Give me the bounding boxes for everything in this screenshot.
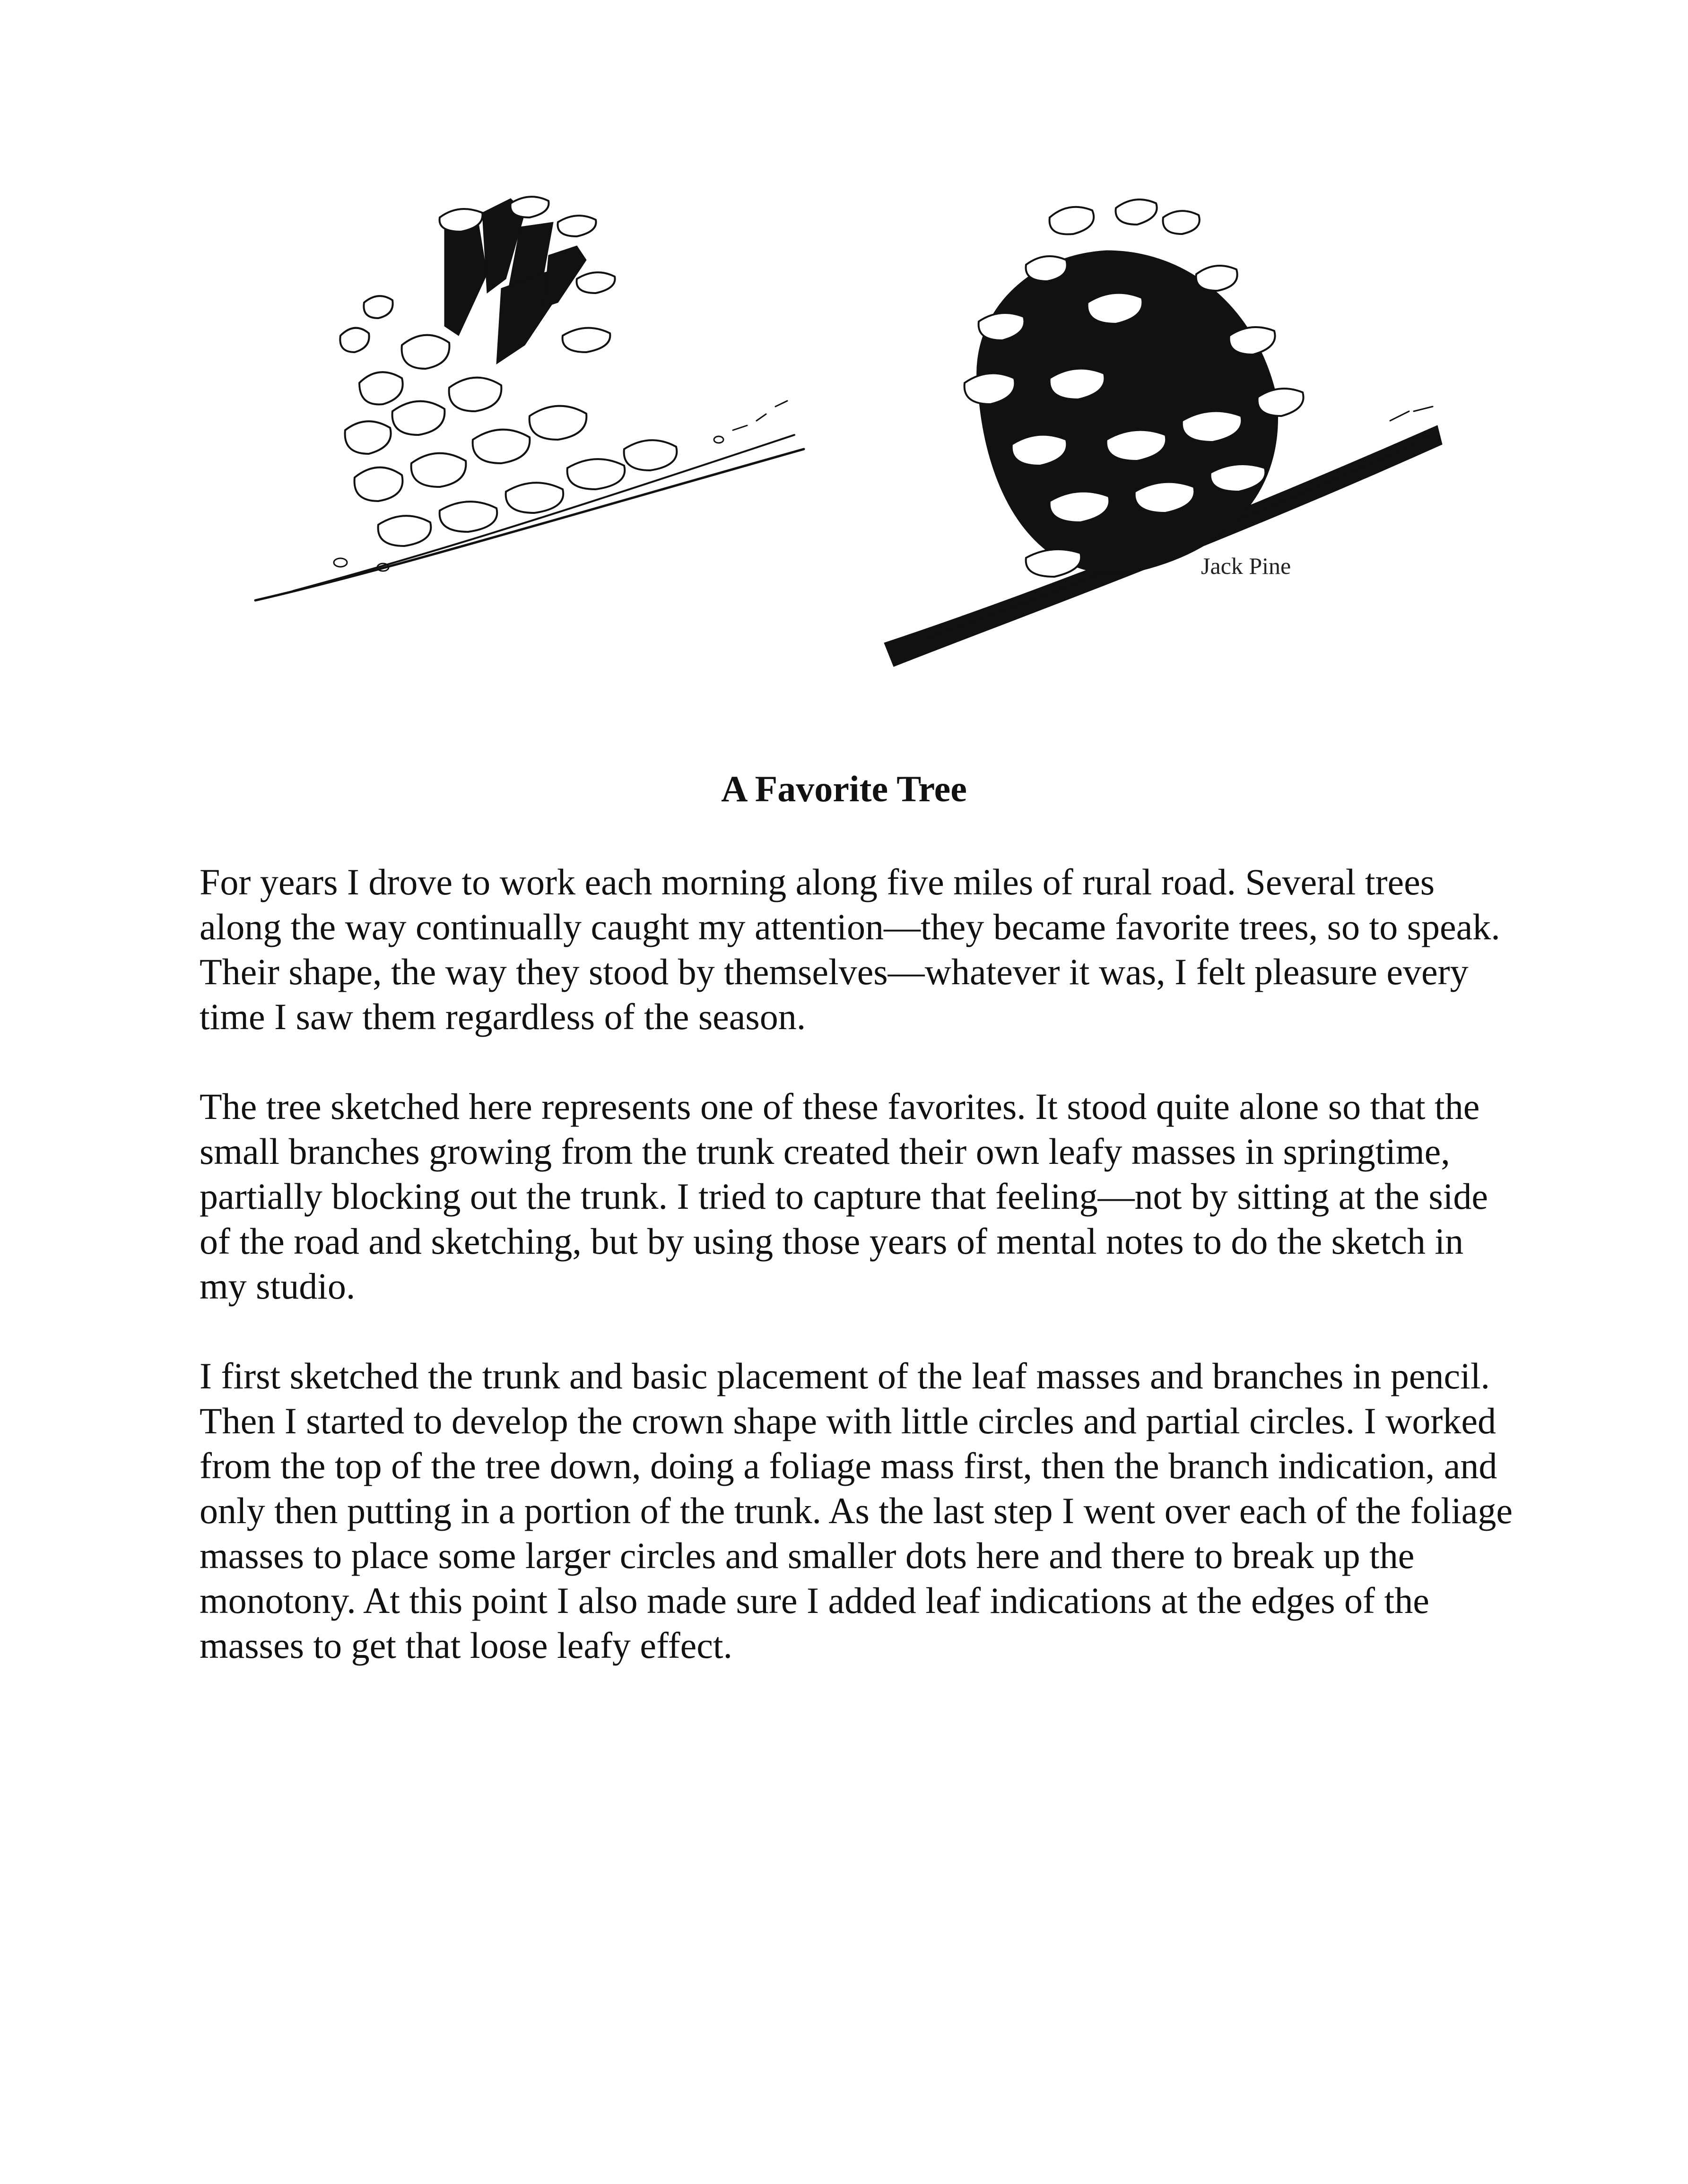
pine-cone-outline-illustration [236,184,832,633]
illustration-caption: Jack Pine [1201,553,1291,579]
article-body [200,859,1514,1668]
jack-pine-cone-illustration [870,199,1456,676]
article-paragraph: For years I drove to work each morning along five miles of rural road. Several trees along the way continually caught my attention—they became favorite trees, so to speak. Their shape, the way they stood by themselves—whatever it was, I felt pleasure every time I saw them regardless of the season. [200,861,1500,1037]
article-title: A Favorite Tree [721,768,967,809]
article-paragraph: The tree sketched here represents one of these favorites. It stood quite alone so that the small branches growing from the trunk created their own leafy masses in springtime, partially blocking out the trunk. I tried to capture that feeling—not by sitting at the side of the road and sketching, but by using those years of mental notes to do the sketch in my studio. [200,1086,1488,1307]
article-paragraph: I first sketched the trunk and basic placement of the leaf masses and branches in pencil. Then I started to develop the crown shape with little circles and partial circles. I worked from the top of the tree down, doing a foliage mass first, then the branch indication, and only then putting in a portion of the trunk. As the last step I went over each of the foliage masses to place some larger circles and smaller dots here and there to break up the monotony. At this point I also made sure I added leaf indications at the edges of the masses to get that loose leafy effect. [200,1355,1513,1666]
